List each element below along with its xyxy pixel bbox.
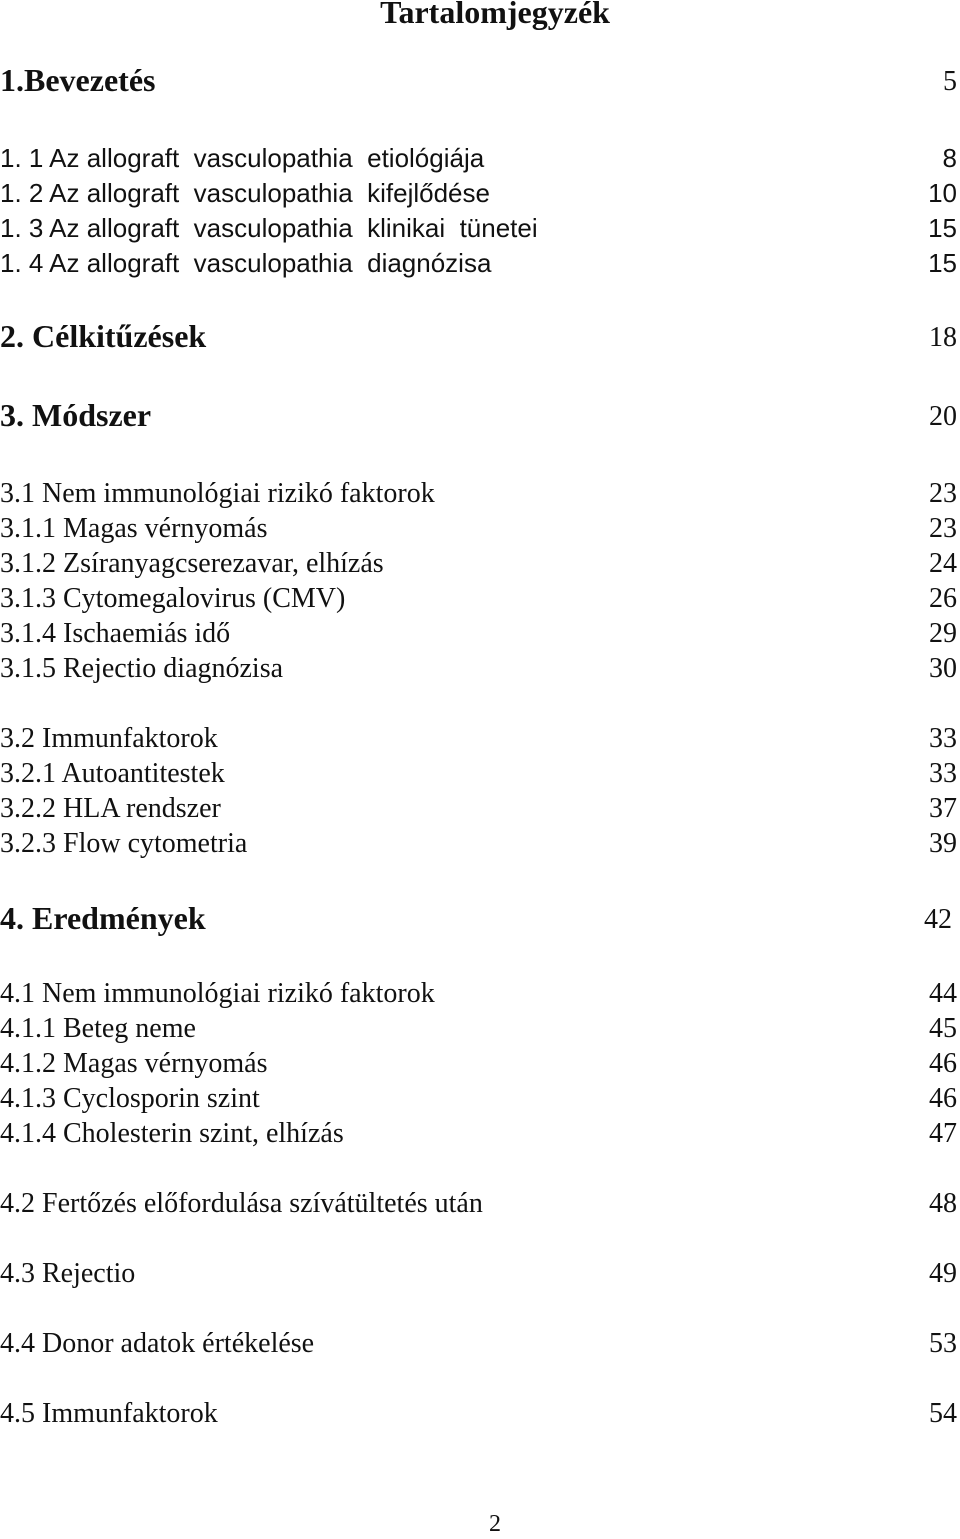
toc-entry-4-4[interactable] bbox=[0, 1328, 957, 1364]
toc-entry-modszer[interactable] bbox=[0, 397, 957, 433]
toc-entry-3-1-3[interactable] bbox=[0, 583, 957, 619]
toc-entry-4-5[interactable] bbox=[0, 1398, 957, 1434]
toc-entry-label: 4.5 Immunfaktorok bbox=[0, 1398, 218, 1429]
toc-entry-label: 4.3 Rejectio bbox=[0, 1258, 136, 1289]
toc-entry-1-2[interactable] bbox=[0, 178, 957, 214]
toc-entry-page: 20 bbox=[929, 401, 957, 432]
toc-entry-label: 4.4 Donor adatok értékelése bbox=[0, 1328, 315, 1359]
toc-entry-label: 4.1 Nem immunológiai rizikó faktorok bbox=[0, 978, 435, 1009]
toc-entry-page: 53 bbox=[929, 1328, 957, 1359]
toc-entry-label: 1. 1 Az allograft vasculopathia etiológiája bbox=[0, 143, 485, 173]
toc-entry-3-1[interactable] bbox=[0, 478, 957, 514]
toc-entry-label: 3.2 Immunfaktorok bbox=[0, 723, 218, 754]
toc-entry-page: 15 bbox=[928, 248, 957, 278]
toc-entry-4-2[interactable] bbox=[0, 1188, 957, 1224]
toc-entry-label: 3.2.3 Flow cytometria bbox=[0, 828, 248, 859]
toc-entry-3-1-4[interactable] bbox=[0, 618, 957, 654]
toc-entry-page: 49 bbox=[929, 1258, 957, 1289]
toc-entry-label: 4.1.4 Cholesterin szint, elhízás bbox=[0, 1118, 344, 1149]
toc-entry-page: 46 bbox=[929, 1083, 957, 1114]
toc-entry-label: 4.1.2 Magas vérnyomás bbox=[0, 1048, 268, 1079]
toc-entry-3-1-5[interactable] bbox=[0, 653, 957, 689]
toc-entry-page: 23 bbox=[929, 478, 957, 509]
toc-entry-label: 3.1.1 Magas vérnyomás bbox=[0, 513, 268, 544]
toc-entry-label: 1.Bevezetés bbox=[0, 62, 156, 98]
toc-entry-page: 47 bbox=[929, 1118, 957, 1149]
toc-entry-1-3[interactable] bbox=[0, 213, 957, 249]
toc-entry-page: 5 bbox=[943, 66, 957, 97]
toc-entry-label: 1. 2 Az allograft vasculopathia kifejlődése bbox=[0, 178, 490, 208]
toc-entry-page: 23 bbox=[929, 513, 957, 544]
toc-entry-label: 3.2.2 HLA rendszer bbox=[0, 793, 221, 824]
toc-entry-page: 46 bbox=[929, 1048, 957, 1079]
toc-entry-1-4[interactable] bbox=[0, 248, 957, 284]
toc-entry-label: 4.1.1 Beteg neme bbox=[0, 1013, 196, 1044]
toc-entry-3-1-2[interactable] bbox=[0, 548, 957, 584]
toc-entry-4-1-3[interactable] bbox=[0, 1083, 957, 1119]
toc-entry-label: 3.1.2 Zsíranyagcserezavar, elhízás bbox=[0, 548, 384, 579]
toc-entry-page: 33 bbox=[929, 723, 957, 754]
toc-entry-4-1-1[interactable] bbox=[0, 1013, 957, 1049]
toc-entry-page: 54 bbox=[929, 1398, 957, 1429]
toc-entry-4-1[interactable] bbox=[0, 978, 957, 1014]
toc-entry-1-1[interactable] bbox=[0, 143, 957, 179]
toc-entry-page: 18 bbox=[929, 322, 957, 353]
toc-entry-3-2[interactable] bbox=[0, 723, 957, 759]
toc-entry-page: 33 bbox=[929, 758, 957, 789]
toc-entry-label: 3. Módszer bbox=[0, 397, 152, 433]
toc-entry-page: 10 bbox=[928, 178, 957, 208]
toc-entry-celkituzesek[interactable] bbox=[0, 318, 957, 354]
toc-entry-label: 4.1.3 Cyclosporin szint bbox=[0, 1083, 260, 1114]
toc-entry-page: 37 bbox=[929, 793, 957, 824]
toc-entry-label: 2. Célkitűzések bbox=[0, 318, 207, 354]
toc-entry-4-1-2[interactable] bbox=[0, 1048, 957, 1084]
toc-entry-label: 1. 3 Az allograft vasculopathia klinikai tünetei bbox=[0, 213, 538, 243]
toc-entry-4-1-4[interactable] bbox=[0, 1118, 957, 1154]
toc-entry-3-2-1[interactable] bbox=[0, 758, 957, 794]
toc-entry-label: 3.2.1 Autoantitestek bbox=[0, 758, 225, 789]
toc-entry-label: 3.1.3 Cytomegalovirus (CMV) bbox=[0, 583, 346, 614]
toc-entry-page: 8 bbox=[942, 143, 957, 173]
toc-entry-page: 44 bbox=[929, 978, 957, 1009]
toc-entry-label: 3.1.5 Rejectio diagnózisa bbox=[0, 653, 284, 684]
toc-entry-4-3[interactable] bbox=[0, 1258, 957, 1294]
toc-entry-page: 42 bbox=[924, 904, 952, 935]
toc-entry-page: 24 bbox=[929, 548, 957, 579]
toc-entry-label: 3.1 Nem immunológiai rizikó faktorok bbox=[0, 478, 435, 509]
toc-entry-page: 45 bbox=[929, 1013, 957, 1044]
page-title: Tartalomjegyzék bbox=[380, 0, 610, 30]
toc-entry-page: 30 bbox=[929, 653, 957, 684]
toc-entry-label: 4. Eredmények bbox=[0, 900, 206, 936]
toc-entry-page: 29 bbox=[929, 618, 957, 649]
page-number: 2 bbox=[489, 1511, 501, 1537]
toc-entry-page: 48 bbox=[929, 1188, 957, 1219]
toc-entry-page: 15 bbox=[928, 213, 957, 243]
toc-entry-eredmenyek[interactable] bbox=[0, 900, 952, 936]
toc-entry-label: 4.2 Fertőzés előfordulása szívátültetés után bbox=[0, 1188, 483, 1219]
toc-entry-label: 1. 4 Az allograft vasculopathia diagnózisa bbox=[0, 248, 492, 278]
toc-entry-3-1-1[interactable] bbox=[0, 513, 957, 549]
toc-entry-page: 26 bbox=[929, 583, 957, 614]
toc-entry-bevezetes[interactable] bbox=[0, 62, 957, 98]
toc-entry-label: 3.1.4 Ischaemiás idő bbox=[0, 618, 231, 649]
toc-entry-3-2-2[interactable] bbox=[0, 793, 957, 829]
toc-entry-3-2-3[interactable] bbox=[0, 828, 957, 864]
toc-entry-page: 39 bbox=[929, 828, 957, 859]
